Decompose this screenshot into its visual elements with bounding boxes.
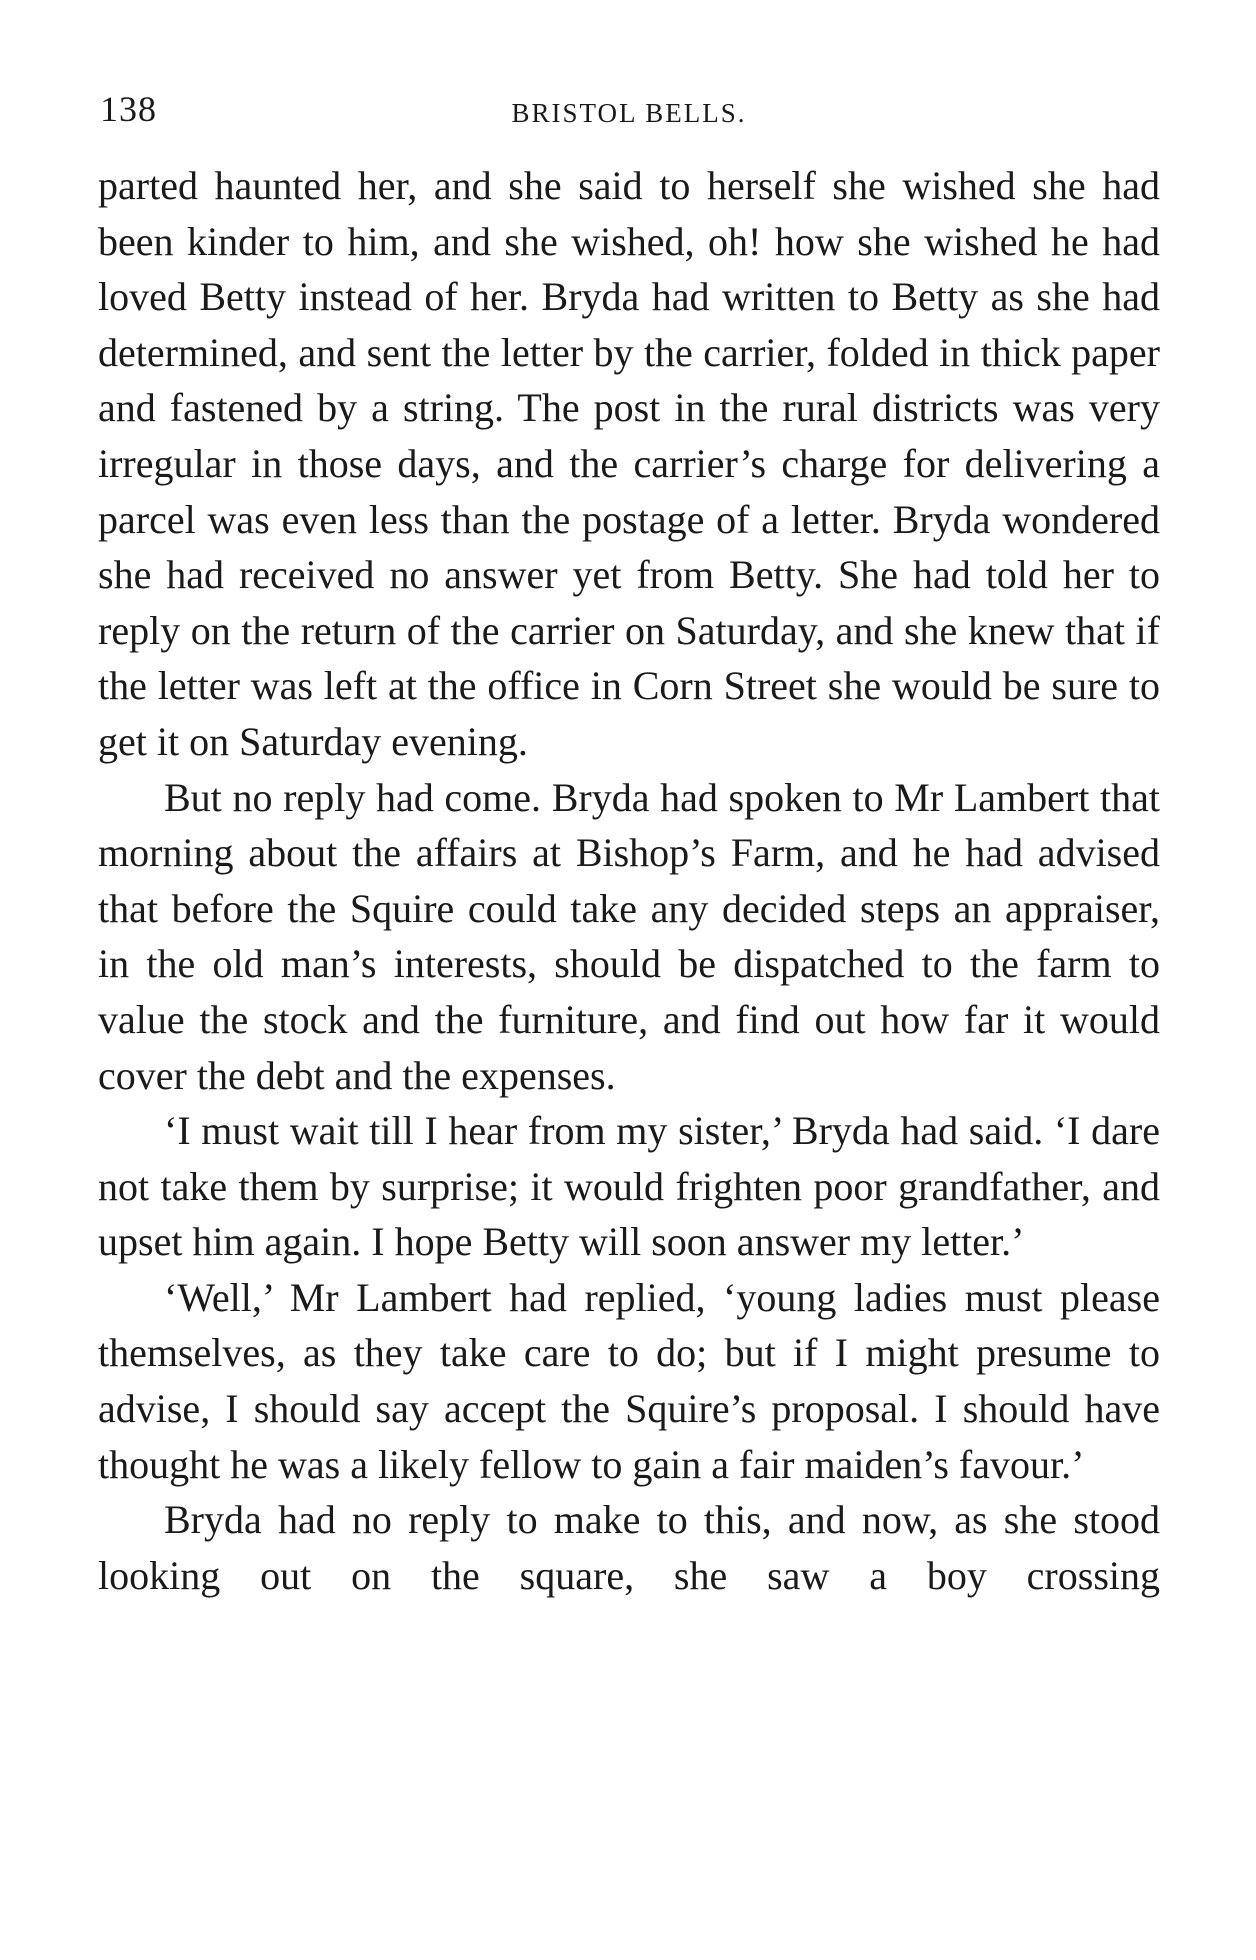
running-title: BRISTOL BELLS.	[511, 98, 747, 128]
paragraph-2: But no reply had come. Bryda had spoken to Mr Lambert that morning about the affairs at Bishop’s Farm, and he had advised that before the Squire could take any decided steps an appraiser, in the old man’s interests, should be dispatched to the farm to value the stock and the furniture, and find out how far it would cover the debt and the expenses.	[98, 774, 1160, 1098]
book-page	[98, 88, 1160, 1603]
paragraph-5: Bryda had no reply to make to this, and now, as she stood looking out on the square, she saw a boy crossing	[98, 1497, 1160, 1598]
body-text	[98, 158, 1160, 1603]
page-number: 138	[100, 89, 157, 129]
paragraph-1: parted haunted her, and she said to herself she wished she had been kinder to him, and she wished, oh! how she wished he had loved Betty instead of her. Bryda had written to Betty as she had determined, and sent the letter by the carrier, folded in thick paper and fastened by a string. The post in the rural districts was very irregular in those days, and the carrier’s charge for delivering a parcel was even less than the postage of a letter. Bryda wondered she had received no answer yet from Betty. She had told her to reply on the return of the carrier on Saturday, and she knew that if the letter was left at the office in Corn Street she would be sure to get it on Saturday evening.	[98, 163, 1160, 764]
page-header	[98, 88, 1160, 158]
paragraph-3: ‘I must wait till I hear from my sister,’ Bryda had said. ‘I dare not take them by surprise; it would frighten poor grandfather, and upset him again. I hope Betty will soon answer my letter.’	[98, 1108, 1160, 1265]
paragraph-4: ‘Well,’ Mr Lambert had replied, ‘young ladies must please themselves, as they take care to do; but if I might presume to advise, I should say accept the Squire’s proposal. I should have thought he was a likely fellow to gain a fair maiden’s favour.’	[98, 1274, 1160, 1487]
